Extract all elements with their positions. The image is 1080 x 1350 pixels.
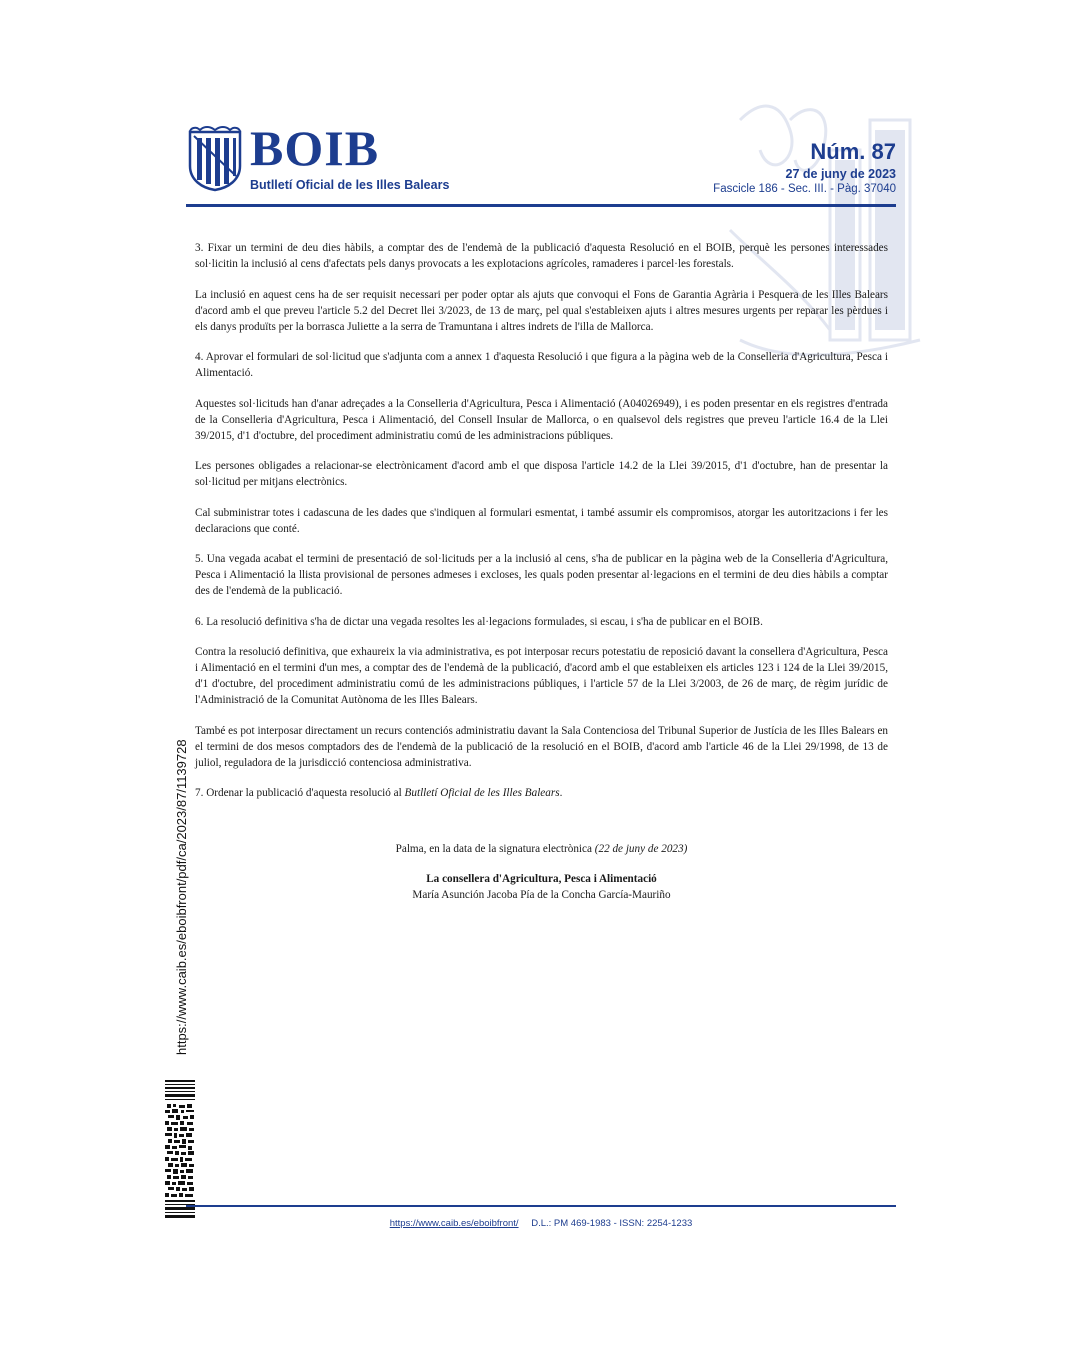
issue-date: 27 de juny de 2023 (785, 167, 896, 181)
logo-subtitle: Butlletí Oficial de les Illes Balears (250, 178, 450, 192)
footer-divider (186, 1205, 896, 1207)
final-item-suffix: . (559, 787, 563, 799)
final-paragraph (195, 785, 888, 801)
document-header (186, 120, 896, 204)
footer-legal: D.L.: PM 469-1983 - ISSN: 2254-1233 (531, 1218, 693, 1229)
final-item-prefix: 7. Ordenar la publicació d'aquesta resolució al (195, 787, 405, 799)
signature-place-text: Palma, en la data de la signatura electrònica (395, 843, 595, 855)
paragraph: També es pot interposar directament un recurs contenciós administratiu davant la Sala Contenciosa del Tribunal Superior de Justícia de les Illes Balears en el termini de dos mesos comptadors des de l'endemà de la publicació de la resolució en el BOIB, d'acord amb l'article 46 de la Llei 29/1998, de 13 de juliol, reguladora de la jurisdicció contenciosa administrativa. (195, 724, 888, 769)
final-item-italic: Butlletí Oficial de les Illes Balears (404, 787, 560, 799)
signature-name: María Asunción Jacoba Pía de la Concha García-Mauriño (412, 889, 671, 901)
paragraph: 5. Una vegada acabat el termini de presentació de sol·licituds per a la inclusió al cens, s'ha de publicar en la pàgina web de la Conselleria d'Agricultura, Pesca i Alimentació la llista provisional de persones admeses i excloses, les quals poden presentar al·legacions en el termini de deu dies hàbils a comptar des de l'endemà de la publicació. (195, 553, 888, 597)
paragraph: Les persones obligades a relacionar-se electrònicament d'acord amb el que disposa l'article 14.2 de la Llei 39/2015, d'1 d'octubre, han de presentar la sol·licitud per mitjans electrònics. (195, 460, 888, 488)
signature-date: (22 de juny de 2023) (594, 843, 688, 855)
paragraph: Contra la resolució definitiva, que exhaureix la via administrativa, es pot interposar recurs potestatiu de reposició davant la consellera d'Agricultura, Pesca i Alimentació en el termini d'un mes, a comptar des de l'endemà de la publicació, d'acord amb el que estableixen els articles 123 i 124 de la Llei 39/2015, d'1 d'octubre, del procediment administratiu comú de les administracions públiques, i l'article 57 de la Llei 3/2003, de 26 de març, de règim jurídic de l'Administració de la Comunitat Autònoma de les Illes Balears. (195, 646, 888, 706)
paragraph: La inclusió en aquest cens ha de ser requisit necessari per poder optar als ajuts que convoqui el Fons de Garantia Agrària i Pesquera de les Illes Balears d'acord amb el que preveu l'article 5.2 del Decret llei 3/2023, de 13 de març, pel qual s'estableixen ajuts i altres mesures urgents per reparar les pèrdues i els danys produïts per la borrasca Juliette a la serra de Tramuntana i altres indrets de l'illa de Mallorca. (195, 288, 888, 333)
paragraph: 3. Fixar un termini de deu dies hàbils, a comptar des de l'endemà de la publicació d'aquesta Resolució en el BOIB, perquè les persones interessades sol·licitin la inclusió al cens d'afectats pels danys provocats a les explotacions agrícoles, ramaderes i parcel·les forestals. (195, 242, 888, 270)
footer-link[interactable]: https://www.caib.es/eboibfront/ (389, 1218, 519, 1229)
paragraph: Cal subministrar totes i cadascuna de les dades que s'indiquen al formulari esmentat, i també assumir els compromisos, atorgar les autoritzacions i fer les declaracions que conté. (195, 506, 888, 535)
issue-info (713, 140, 896, 196)
signature-place (195, 841, 888, 857)
issue-number: Núm. 87 (810, 139, 896, 164)
logo-title: BOIB (250, 120, 380, 176)
header-divider (186, 204, 896, 207)
balearic-coat-of-arms-icon (186, 126, 244, 192)
signature-block (195, 841, 888, 903)
issue-fascicle: Fascicle 186 - Sec. III. - Pàg. 37040 (713, 183, 896, 195)
paragraph: 6. La resolució definitiva s'ha de dictar una vegada resoltes les al·legacions formulades, si escau, i s'ha de publicar en el BOIB. (195, 615, 763, 628)
paragraph: Aquestes sol·licituds han d'anar adreçades a la Conselleria d'Agricultura, Pesca i Alimentació (A04026949), i es poden presentar en els registres d'entrada de la Conselleria d'Agricultura, Pesca i Alimentació, del Consell Insular de Mallorca, o en qualsevol dels registres que preveu l'article 16.4 de la Llei 39/2015, d'1 d'octubre, del procediment administratiu comú de les administracions públiques. (195, 397, 888, 442)
barcode-icon (165, 1080, 195, 1220)
document-footer (186, 1218, 896, 1229)
paragraph: 4. Aprovar el formulari de sol·licitud que s'adjunta com a annex 1 d'aquesta Resolució i que figura a la pàgina web de la Conselleria d'Agricultura, Pesca i Alimentació. (195, 351, 888, 379)
document-body (195, 240, 888, 816)
signature-role: La consellera d'Agricultura, Pesca i Alimentació (426, 873, 657, 885)
side-url: https://www.caib.es/eboibfront/pdf/ca/2023/87/1139728 (174, 739, 189, 1055)
